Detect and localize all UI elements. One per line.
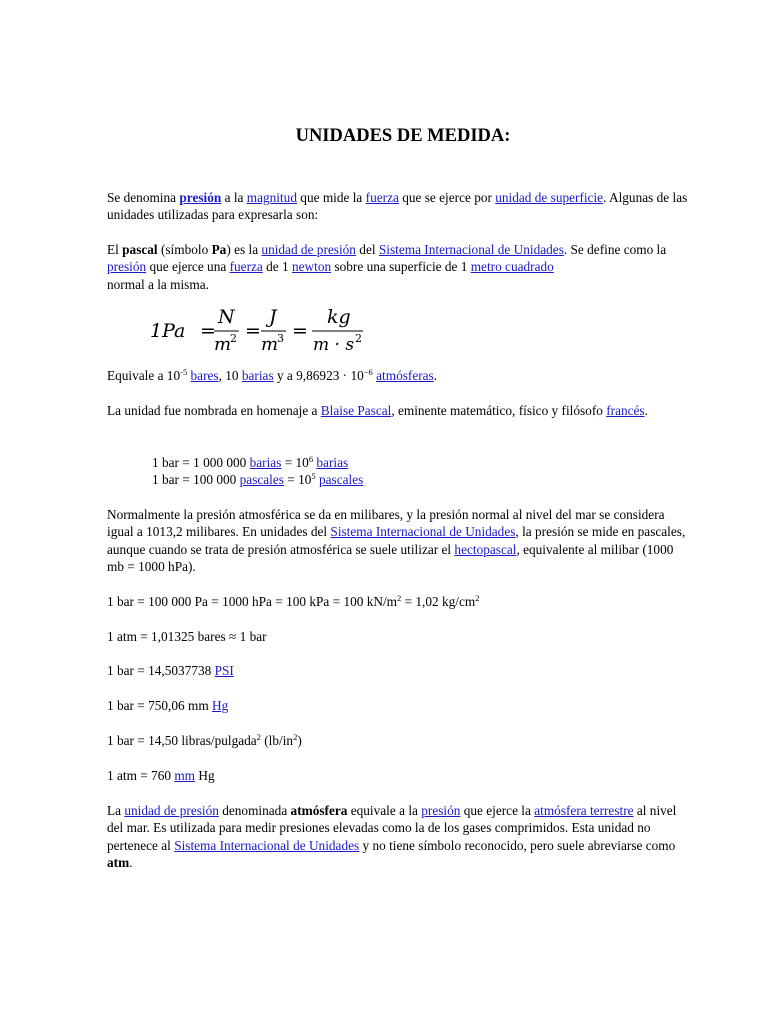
link-atmosfera-terrestre[interactable]: atmósfera terrestre bbox=[534, 803, 634, 818]
text: , eminente matemático, físico y filósofo bbox=[391, 403, 607, 418]
link-unidad-de-presion[interactable]: unidad de presión bbox=[124, 803, 219, 818]
text: 1 atm = 1,01325 bares ≈ 1 bar bbox=[107, 629, 267, 644]
formula-equals: = bbox=[200, 320, 216, 342]
pascal-formula bbox=[146, 302, 386, 358]
text: = 10 bbox=[281, 455, 309, 470]
text: equivale a la bbox=[347, 803, 422, 818]
link-hg[interactable]: Hg bbox=[212, 698, 229, 713]
text: (símbolo bbox=[157, 242, 212, 257]
formula-svg bbox=[146, 302, 386, 358]
normal-paragraph bbox=[107, 506, 687, 576]
text: normal a la misma. bbox=[107, 276, 209, 292]
formula-denominator-ms: m · s bbox=[313, 335, 355, 355]
text: , 10 bbox=[218, 368, 242, 383]
link-metro-cuadrado[interactable]: metro cuadrado bbox=[470, 259, 554, 275]
text: = 1,02 kg/cm bbox=[401, 594, 476, 609]
link-newton[interactable]: newton bbox=[291, 259, 332, 275]
text: La bbox=[107, 803, 125, 818]
link-fuerza[interactable]: fuerza bbox=[229, 259, 263, 275]
text: , la presión se mide en pascales, aunque cuando se trata de presión atmosférica se suele utilizar el bbox=[107, 524, 686, 557]
atmosfera-paragraph bbox=[107, 802, 692, 872]
link-unidad-de-presion[interactable]: unidad de presión bbox=[261, 242, 356, 257]
text: al nivel del mar. Es utilizada para medir presiones elevadas como la de los gases comprimidos. Esta unidad no pertenece al bbox=[107, 803, 677, 853]
text: que ejerce una bbox=[146, 259, 230, 275]
formula-equals: = bbox=[292, 320, 308, 342]
exponent: 2 bbox=[256, 732, 261, 742]
text: 1 bar = 100 000 bbox=[152, 472, 240, 488]
text: 1 bar = 750,06 mm bbox=[107, 698, 212, 713]
text: La unidad fue nombrada en homenaje a bbox=[107, 403, 321, 418]
text: 1 atm = 760 bbox=[107, 768, 175, 783]
text: que mide la bbox=[296, 190, 366, 205]
exponent: -5 bbox=[180, 367, 188, 377]
text: . bbox=[433, 368, 438, 383]
text: . bbox=[644, 403, 648, 418]
text: 1 bar = 1 000 000 bbox=[152, 455, 250, 470]
text: denominada bbox=[218, 803, 291, 818]
link-sistema-internacional[interactable]: Sistema Internacional de Unidades bbox=[330, 524, 516, 540]
link-sistema-internacional[interactable]: Sistema Internacional de Unidades bbox=[378, 242, 564, 257]
link-presion[interactable]: presión bbox=[421, 803, 461, 818]
formula-denominator-m: m bbox=[261, 334, 279, 355]
text: 1 bar = 14,50 libras/pulgada bbox=[107, 733, 257, 748]
formula-numerator-kg: kg bbox=[327, 306, 351, 328]
equivale-line bbox=[107, 367, 707, 384]
equation-bar-psi bbox=[107, 662, 707, 679]
term-pascal: pascal bbox=[122, 242, 158, 257]
text: del bbox=[355, 242, 379, 257]
equation-bar-hg bbox=[107, 697, 707, 714]
link-barias[interactable]: barias bbox=[241, 368, 274, 383]
link-fuerza[interactable]: fuerza bbox=[365, 190, 399, 205]
text: ) bbox=[297, 733, 302, 748]
term-pa: Pa bbox=[211, 242, 227, 257]
exponent: 5 bbox=[311, 471, 316, 482]
text: de 1 bbox=[262, 259, 292, 275]
text: = 10 bbox=[283, 472, 312, 488]
formula-numerator-j: J bbox=[269, 306, 277, 328]
text: Equivale a 10 bbox=[107, 368, 181, 383]
text: . bbox=[129, 855, 133, 871]
text: 1 bar = 14,5037738 bbox=[107, 663, 215, 678]
homenaje-paragraph bbox=[107, 402, 687, 419]
text: . Algunas de las unidades utilizadas para expresarla son: bbox=[107, 190, 688, 223]
link-atmosferas[interactable]: atmósferas bbox=[376, 368, 434, 383]
exponent: 6 bbox=[308, 454, 314, 464]
text: Normalmente la presión atmosférica se da en milibares, y la presión normal al nivel del mar se considera igual a 1013,2 milibares. En unidades del bbox=[107, 507, 665, 540]
link-presion[interactable]: presión bbox=[107, 259, 147, 275]
term-atm: atm bbox=[107, 855, 130, 871]
link-mm[interactable]: mm bbox=[174, 768, 196, 783]
text: Hg bbox=[195, 768, 215, 783]
text: que ejerce la bbox=[460, 803, 535, 818]
equation-bar-pa bbox=[107, 593, 707, 610]
text: a la bbox=[221, 190, 247, 205]
text: , equivalente al milibar (1000 mb = 1000 hPa). bbox=[107, 541, 674, 575]
formula-denominator-m: m bbox=[214, 334, 232, 355]
link-psi[interactable]: PSI bbox=[214, 663, 234, 678]
text: ) es la bbox=[226, 242, 262, 257]
link-sistema-internacional[interactable]: Sistema Internacional de Unidades bbox=[174, 837, 360, 853]
exponent: 2 bbox=[397, 593, 402, 603]
term-atmosfera: atmósfera bbox=[290, 803, 348, 818]
text: Se denomina bbox=[107, 190, 180, 205]
formula-exponent: 2 bbox=[230, 332, 237, 345]
text: 1 bar = 100 000 Pa = 1000 hPa = 100 kPa = 100 kN/m bbox=[107, 594, 398, 609]
text: El bbox=[107, 242, 123, 257]
formula-equals: = bbox=[245, 320, 261, 342]
link-frances[interactable]: francés bbox=[606, 403, 645, 418]
formula-exponent: 2 bbox=[355, 332, 362, 345]
link-hectopascal[interactable]: hectopascal bbox=[454, 541, 517, 557]
text: y no tiene símbolo reconocido, pero suele abreviarse como bbox=[359, 837, 676, 853]
link-magnitud[interactable]: magnitud bbox=[246, 190, 297, 205]
pascal-paragraph bbox=[107, 241, 697, 293]
link-bares[interactable]: bares bbox=[190, 368, 219, 383]
text: que se ejerce por bbox=[398, 190, 496, 205]
equation-atm-mm bbox=[107, 767, 707, 784]
formula-exponent: 3 bbox=[277, 332, 284, 345]
link-pascales[interactable]: pascales bbox=[318, 472, 364, 488]
page-title: UNIDADES DE MEDIDA: bbox=[295, 126, 511, 146]
text: . Se define como la bbox=[563, 242, 667, 257]
equation-atm-bares bbox=[107, 628, 707, 645]
equation-bar-libras bbox=[107, 732, 707, 749]
link-barias[interactable]: barias bbox=[316, 455, 349, 470]
text: y a 9,86923 · 10 bbox=[273, 368, 364, 383]
text: sobre una superficie de 1 bbox=[331, 259, 471, 275]
formula-numerator-n: N bbox=[218, 306, 235, 328]
exponent: 2 bbox=[293, 732, 298, 742]
exponent: −6 bbox=[363, 367, 373, 377]
link-barias[interactable]: barias bbox=[249, 455, 282, 470]
link-presion[interactable]: presión bbox=[179, 190, 222, 205]
bar-equivalences bbox=[152, 454, 752, 489]
link-pascales[interactable]: pascales bbox=[239, 472, 284, 488]
link-unidad-de-superficie[interactable]: unidad de superficie bbox=[495, 190, 604, 205]
text: (lb/in bbox=[260, 733, 294, 748]
link-blaise-pascal[interactable]: Blaise Pascal bbox=[320, 403, 392, 418]
intro-paragraph bbox=[107, 189, 707, 224]
formula-lhs: 1Pa bbox=[150, 320, 186, 342]
exponent: 2 bbox=[475, 593, 480, 603]
